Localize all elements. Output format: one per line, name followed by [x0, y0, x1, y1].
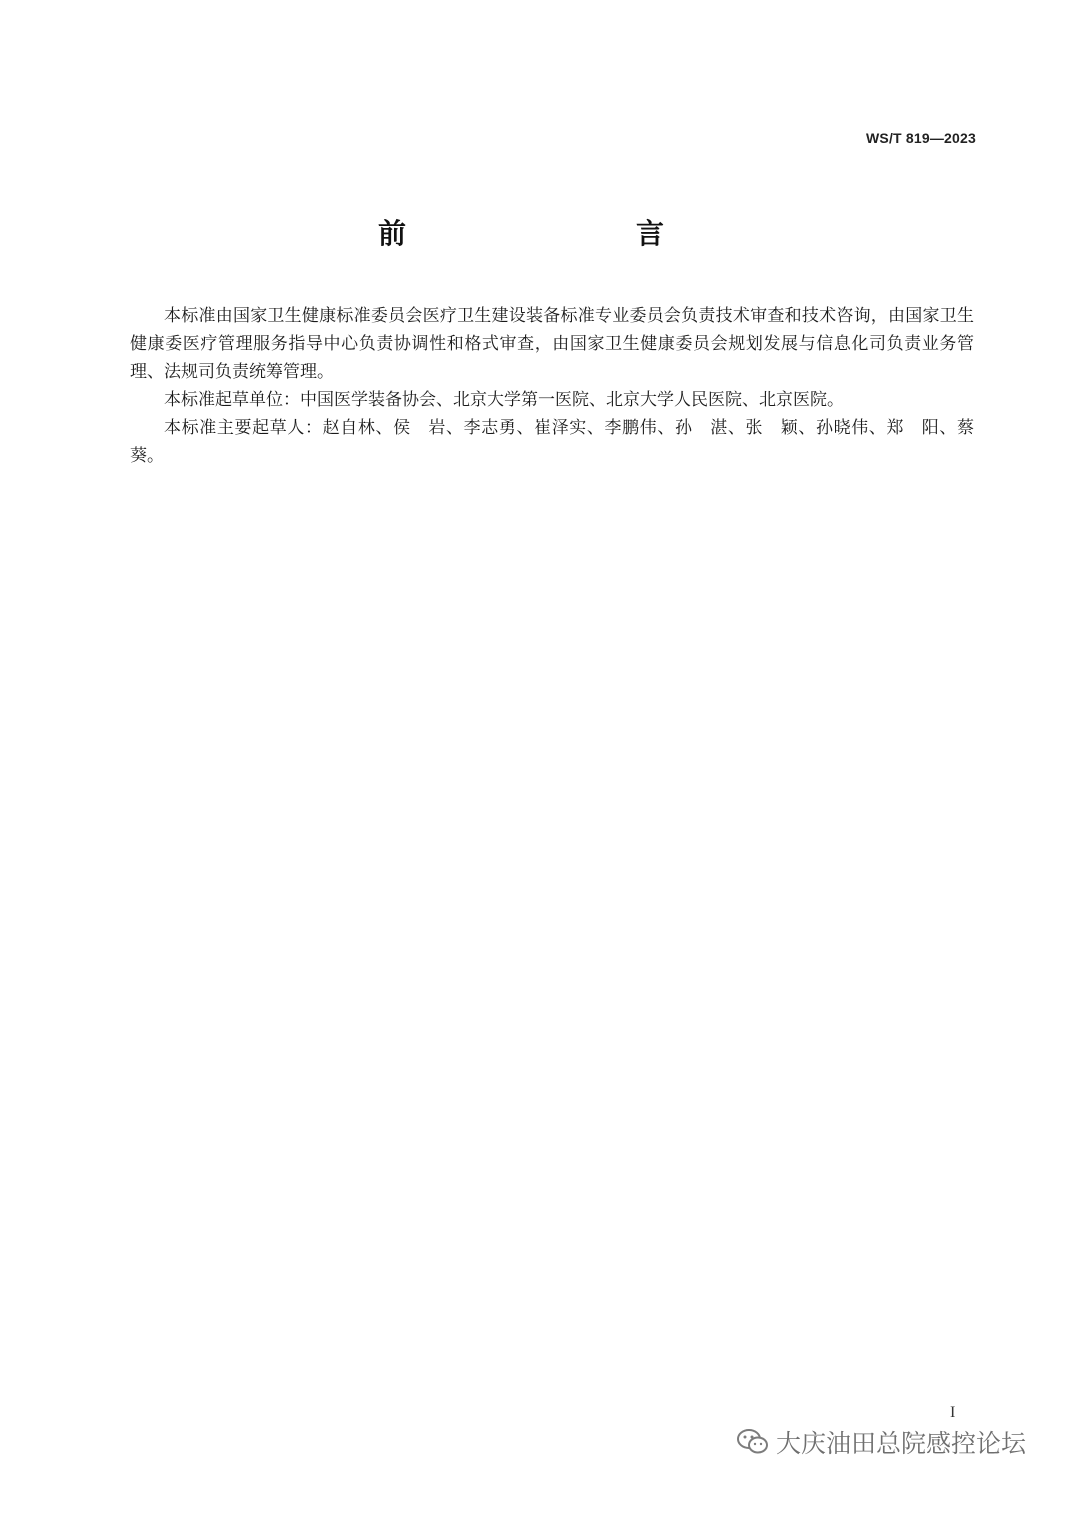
- foreword-body: [130, 302, 991, 470]
- page-number: I: [950, 1404, 956, 1421]
- paragraph-drafting-units: 本标准起草单位：中国医学装备协会、北京大学第一医院、北京大学人民医院、北京医院。: [164, 390, 844, 410]
- standard-code: WS/T 819—2023: [866, 130, 976, 146]
- paragraph-review: 本标准由国家卫生健康标准委员会医疗卫生建设装备标准专业委员会负责技术审查和技术咨询，由国家卫生健康委医疗管理服务指导中心负责协调性和格式审查，由国家卫生健康委员会规划发展与信息化司负责业务管理、法规司负责统筹管理。: [130, 306, 974, 382]
- page-title: 前 言: [377, 217, 722, 250]
- paragraph-drafters: 本标准主要起草人：赵自林、侯 岩、李志勇、崔泽实、李鹏伟、孙 湛、张 颖、孙晓伟、郑 阳、蔡 葵。: [130, 418, 991, 466]
- watermark-text: 大庆油田总院感控论坛: [776, 1429, 1027, 1458]
- watermark: [736, 1424, 1026, 1460]
- wechat-icon: [736, 1427, 770, 1457]
